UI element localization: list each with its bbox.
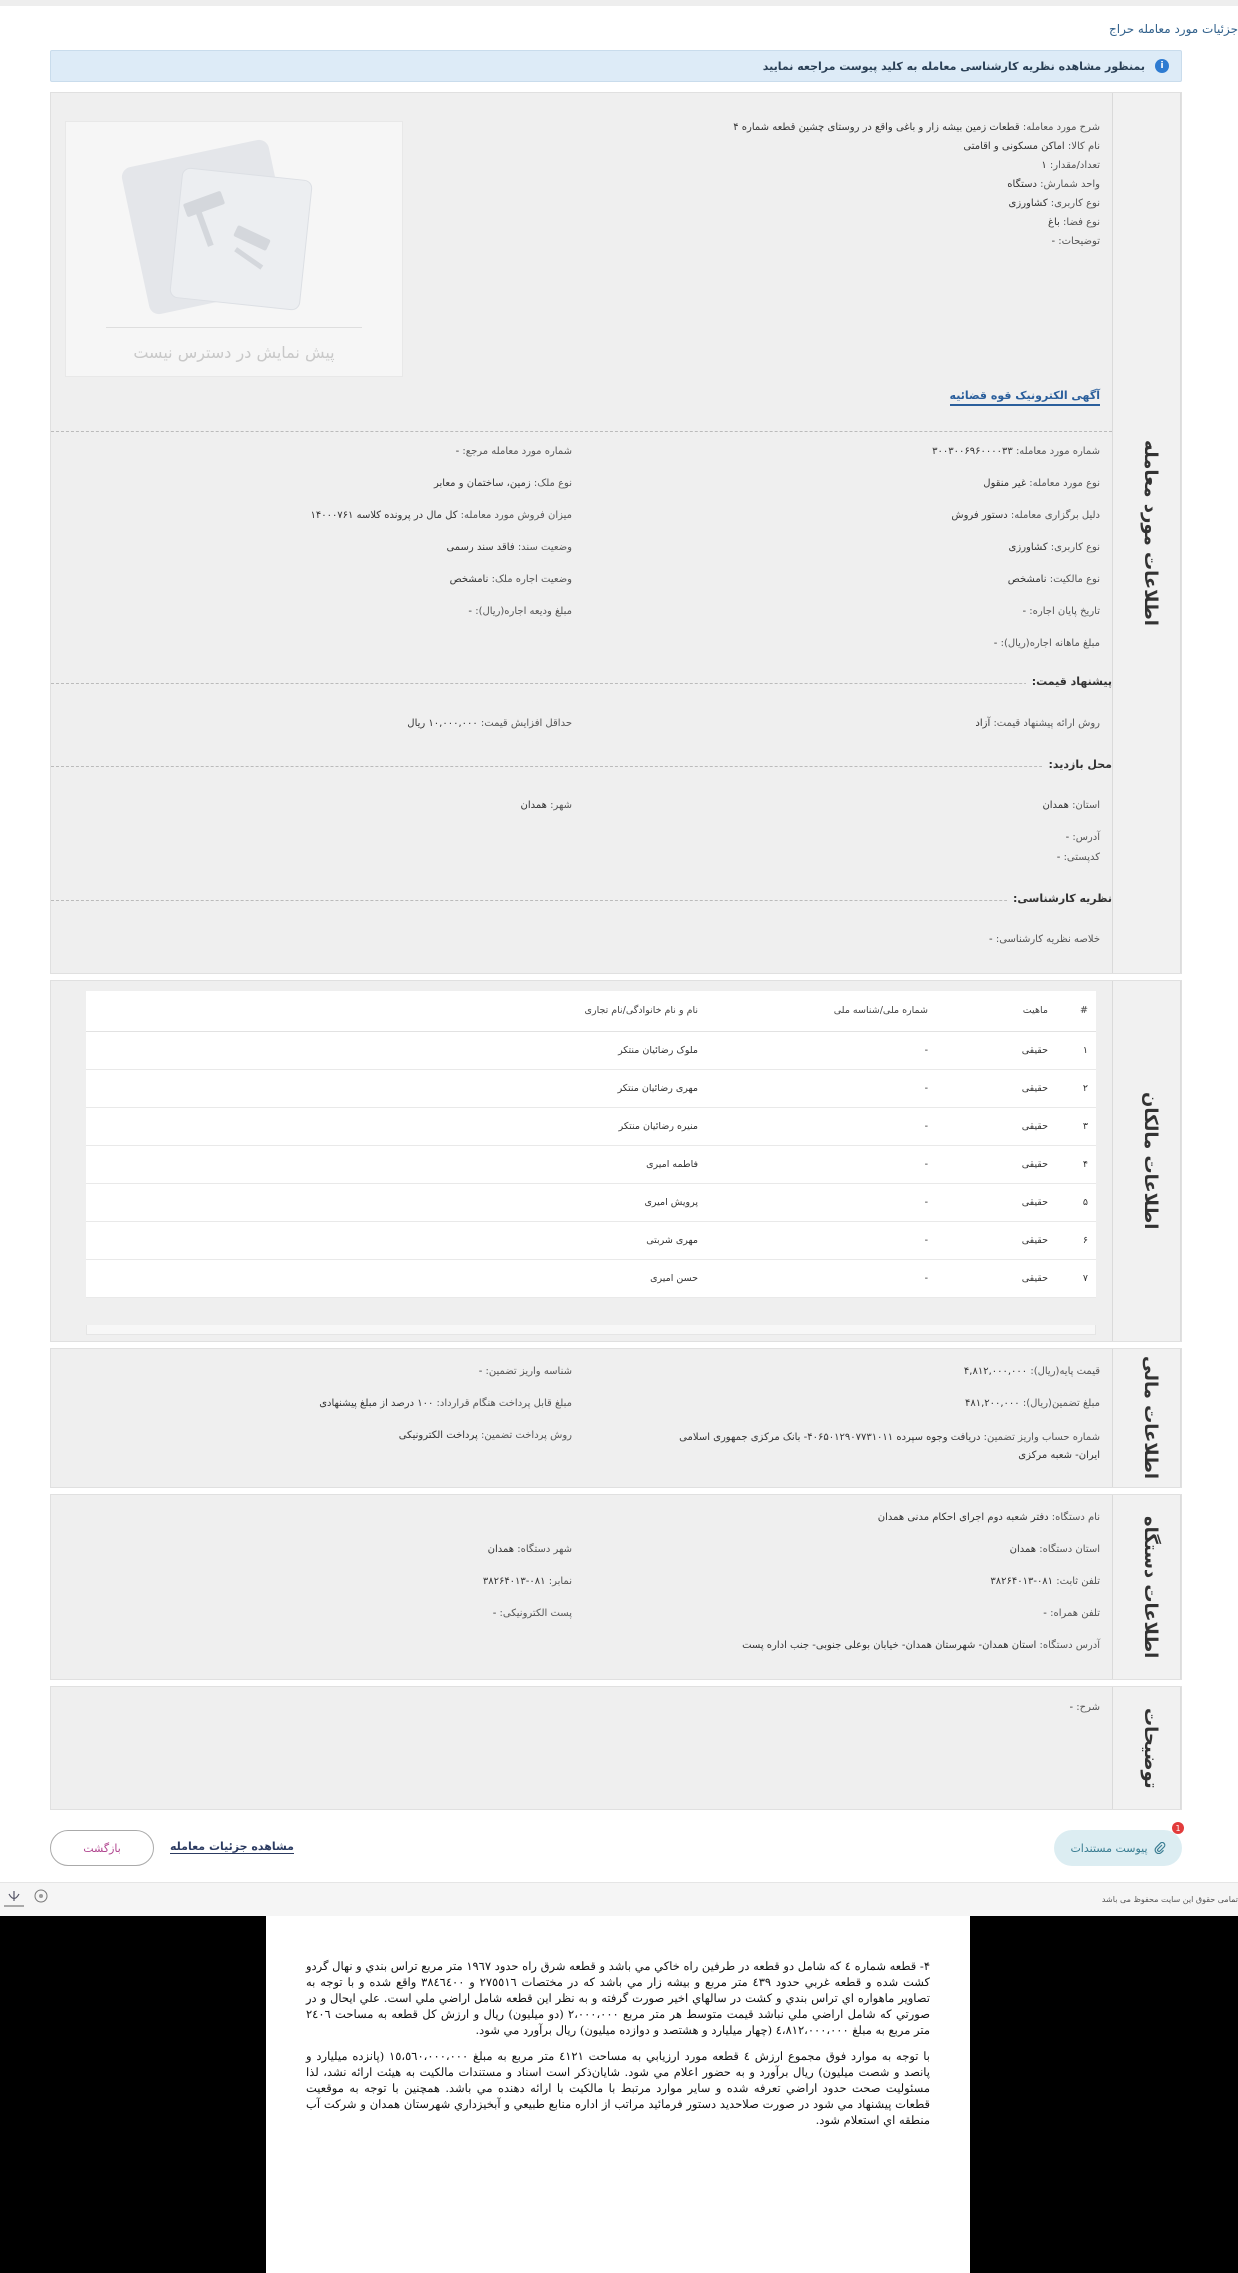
field-province: استان: همدان	[1042, 800, 1100, 811]
visit-heading: محل بازدید:	[1042, 758, 1112, 771]
price-heading: پیشنهاد قیمت:	[1026, 675, 1112, 688]
table-row: ۷ حقیقی - حسن امیری	[86, 1259, 1096, 1297]
owners-table	[86, 991, 1096, 1298]
separator	[51, 900, 1112, 901]
field-expert-summary: خلاصه نظریه کارشناسی: -	[989, 934, 1100, 945]
section-body-device	[51, 1495, 1113, 1679]
field-address: آدرس: -	[1065, 832, 1100, 843]
field-description: شرح: -	[1069, 1702, 1100, 1713]
field-city: شهر: همدان	[520, 800, 572, 811]
expert-heading: نظریه کارشناسی:	[1007, 892, 1112, 905]
field-device-address: آدرس دستگاه: استان همدان- شهرستان همدان- خیابان بوعلی جنوبی- جنب اداره پست	[742, 1640, 1100, 1651]
col-national-id: شماره ملی/شناسه ملی	[706, 991, 936, 1031]
paperclip-icon	[1154, 1842, 1166, 1854]
field-rent-end: تاریخ پایان اجاره: -	[1022, 606, 1100, 617]
field-deal-type: نوع مورد معامله: غیر منقول	[983, 478, 1100, 489]
field-device-fax: نمابر: ۰۸۱-۳۸۲۶۴۰۱۳	[482, 1576, 572, 1587]
section-title-finance: اطلاعات مالی	[1140, 1356, 1161, 1480]
field-price-min: حداقل افزایش قیمت: ۱۰,۰۰۰,۰۰۰ ریال	[407, 718, 572, 729]
section-body-item	[51, 93, 1113, 973]
separator	[51, 683, 1112, 684]
field-rent-status: وضعیت اجاره ملک: نامشخص	[449, 574, 572, 585]
item-usage-line: نوع کاربری: کشاورزی	[1008, 198, 1100, 209]
field-device-name: نام دستگاه: دفتر شعبه دوم اجرای احکام مدنی همدان	[877, 1512, 1100, 1523]
field-pay-method: روش پرداخت تضمین: پرداخت الکترونیکی	[398, 1430, 572, 1441]
section-title-description: توضیحات	[1140, 1707, 1161, 1789]
field-price-method: روش ارائه پیشنهاد قیمت: آزاد	[975, 718, 1100, 729]
footer-copyright: تمامی حقوق این سایت محفوظ می باشد	[1101, 1895, 1238, 1904]
field-account: شماره حساب واریز تضمین: دریافت وجوه سپرده ۴۰۶۵۰۱۲۹۰۷۷۳۱۰۱۱- بانک مرکزی جمهوری اسلامی ایران- شعبه مرکزی	[679, 1432, 1100, 1461]
field-ownership: نوع مالکیت: نامشخص	[1007, 574, 1100, 585]
placeholder-text: پیش نمایش در دسترس نیست	[133, 343, 335, 362]
field-device-province: استان دستگاه: همدان	[1009, 1544, 1100, 1555]
field-device-email: پست الکترونیکی: -	[492, 1608, 572, 1619]
placeholder-divider	[106, 327, 362, 328]
item-unit-line: واحد شمارش: دستگاه	[1007, 179, 1100, 190]
separator	[51, 766, 1112, 767]
footer-logos	[0, 1889, 48, 1911]
col-name: نام و نام خانوادگی/نام تجاری	[86, 991, 706, 1031]
field-deed-status: وضعیت سند: فاقد سند رسمی	[446, 542, 572, 553]
section-tab-device	[1121, 1495, 1181, 1679]
judiciary-ad-link[interactable]: آگهی الکترونیک قوه قضائیه	[950, 389, 1100, 406]
table-row: ۱ حقیقی - ملوک رضائیان منتکر	[86, 1031, 1096, 1069]
attachments-label: پیوست مستندات	[1070, 1841, 1148, 1855]
section-finance	[50, 1348, 1182, 1488]
field-postal: کدپستی: -	[1056, 852, 1100, 863]
document-paragraph: ۴- قطعه شماره ٤ كه شامل دو قطعه در طرفين راه خاكي مي باشد و قطعه شرق راه حدود ١٩٦٧ متر مربع تراس بندي و نهال گردو كشت شده و قطعه غربي حدود ٤٣٩ متر مربع و بيشه زار مي باشد كه در مختصات ٢٧٥٥١٦ و ٣٨٤٦٤٠٠ واقع شده و با توجه به تصاوير ماهواره اي تراس بندي و كشت در سالهاي اخير صورت گرفته و به نظر اين قطعه شامل اراضي ملي است. علي ايحال و در صورتي كه شامل اراضي ملي نباشد قيمت متوسط هر متر مربع ٢،٠٠٠،٠٠٠ (دو ميليون) ريال و ارزش كل قطعه به مساحت ٢٤٠٦ متر مربع به مبلغ ٤،٨١٢،٠٠٠،٠٠٠ (چهار ميليارد و هشتصد و دوازده ميليون) ريال برآورد مي شود.	[306, 1959, 930, 2037]
item-desc-line: شرح مورد معامله: قطعات زمین بیشه زار و باغی واقع در روستای چشین قطعه شماره ۴	[733, 122, 1100, 133]
deal-details-link[interactable]: مشاهده جزئیات معامله	[170, 1840, 294, 1853]
attachments-button[interactable]	[1054, 1823, 1182, 1866]
field-device-city: شهر دستگاه: همدان	[487, 1544, 572, 1555]
field-deal-number: شماره مورد معامله: ۳۰۰۳۰۰۶۹۶۰۰۰۰۳۳	[932, 446, 1100, 457]
gavel-placeholder-icon	[64, 122, 402, 322]
section-body-description	[51, 1687, 1113, 1809]
section-tab-item	[1121, 93, 1181, 973]
table-row: ۶ حقیقی - مهری شربتی	[86, 1221, 1096, 1259]
field-deal-reason: دلیل برگزاری معامله: دستور فروش	[951, 510, 1100, 521]
field-guarantee: مبلغ تضمین(ریال): ۴۸۱,۲۰۰,۰۰۰	[964, 1398, 1100, 1409]
item-notes-line: توضیحات: -	[1051, 236, 1100, 247]
attachments-badge: 1	[1172, 1822, 1184, 1834]
field-base-price: قیمت پایه(ریال): ۴,۸۱۲,۰۰۰,۰۰۰	[963, 1366, 1100, 1377]
field-ref-number: شماره مورد معامله مرجع: -	[455, 446, 572, 457]
field-property-type: نوع ملک: زمین، ساختمان و معابر	[433, 478, 572, 489]
back-button[interactable]: بازگشت	[50, 1830, 154, 1866]
table-row: ۵ حقیقی - پرویش امیری	[86, 1183, 1096, 1221]
field-usage: نوع کاربری: کشاورزی	[1008, 542, 1100, 553]
section-title-owners: اطلاعات مالکان	[1140, 1092, 1161, 1230]
field-sale-amount: میزان فروش مورد معامله: کل مال در پرونده کلاسه ۱۴۰۰۰۷۶۱	[310, 510, 572, 521]
section-description	[50, 1686, 1182, 1810]
info-banner-text: بمنظور مشاهده نظریه کارشناسی معامله به کلید پیوست مراجعه نمایید	[762, 59, 1145, 73]
item-space-line: نوع فضا: باغ	[1048, 217, 1100, 228]
table-row: ۲ حقیقی - مهری رضائیان منتکر	[86, 1069, 1096, 1107]
section-tab-owners	[1121, 981, 1181, 1341]
item-count-line: تعداد/مقدار: ۱	[1041, 160, 1100, 171]
table-scrollbar[interactable]	[86, 1325, 1096, 1335]
field-deposit-id: شناسه واریز تضمین: -	[478, 1366, 572, 1377]
info-icon: i	[1155, 59, 1169, 73]
section-owners	[50, 980, 1182, 1342]
emblem-icon	[34, 1889, 48, 1903]
section-title-device: اطلاعات دستگاه	[1140, 1515, 1161, 1659]
field-device-phone: تلفن ثابت: ۰۸۱-۳۸۲۶۴۰۱۳	[990, 1576, 1100, 1587]
table-header-row	[86, 991, 1096, 1031]
col-type: ماهیت	[936, 991, 1056, 1031]
top-strip	[0, 0, 1238, 6]
page-title: جزئیات مورد معامله حراج	[1109, 22, 1238, 36]
section-device	[50, 1494, 1182, 1680]
field-rent-deposit: مبلغ ودیعه اجاره(ریال): -	[468, 606, 572, 617]
info-banner	[50, 50, 1182, 82]
document-page	[266, 1916, 970, 2273]
section-tab-description	[1121, 1687, 1181, 1809]
footer	[0, 1882, 1238, 1916]
col-index: #	[1056, 991, 1096, 1031]
judiciary-logo-icon	[0, 1889, 28, 1911]
section-body-owners	[51, 981, 1113, 1341]
table-row: ۳ حقیقی - منیره رضائیان منتکر	[86, 1107, 1096, 1145]
section-body-finance	[51, 1349, 1113, 1487]
table-row: ۴ حقیقی - فاطمه امیری	[86, 1145, 1096, 1183]
section-title-item: اطلاعات مورد معامله	[1140, 440, 1161, 626]
document-paragraph: با توجه به موارد فوق مجموع ارزش ٤ قطعه مورد ارزيابي به مساحت ٤١٢١ متر مربع به مبلغ ١٥،٥٦٠،٠٠٠،٠٠٠ (پانزده ميليارد و پانصد و شصت ميليون) ريال برآورد و به حضور اعلام مي شود. شايان‌ذكر است اسناد و مستندات مالكيت به هيئت ارائه نشد، لذا مسئوليت صحت حدود اراضي تعرفه شده و ساير موارد مرتبط با مالكيت با ارائه دهنده مي باشد. همچنين با توجه به موقعيت قطعات پيشنهاد مي شود در صورت صلاحديد دستور فرمائيد مراتب از اداره منابع طبيعي و آبخيزداري شهرستان همدان و شركت آب منطقه اي استعلام شود.	[306, 2049, 931, 2127]
separator	[51, 431, 1112, 432]
field-contract-pay: مبلغ قابل پرداخت هنگام قرارداد: ۱۰۰ درصد از مبلغ پیشنهادی	[319, 1398, 572, 1409]
item-goods-line: نام کالا: اماکن مسکونی و اقامتی	[963, 141, 1100, 152]
image-placeholder	[65, 121, 403, 377]
section-tab-finance	[1121, 1349, 1181, 1487]
page-title-row	[50, 20, 1238, 38]
field-device-mobile: تلفن همراه: -	[1043, 1608, 1100, 1619]
section-item-info	[50, 92, 1182, 974]
field-rent-monthly: مبلغ ماهانه اجاره(ریال): -	[993, 638, 1100, 649]
